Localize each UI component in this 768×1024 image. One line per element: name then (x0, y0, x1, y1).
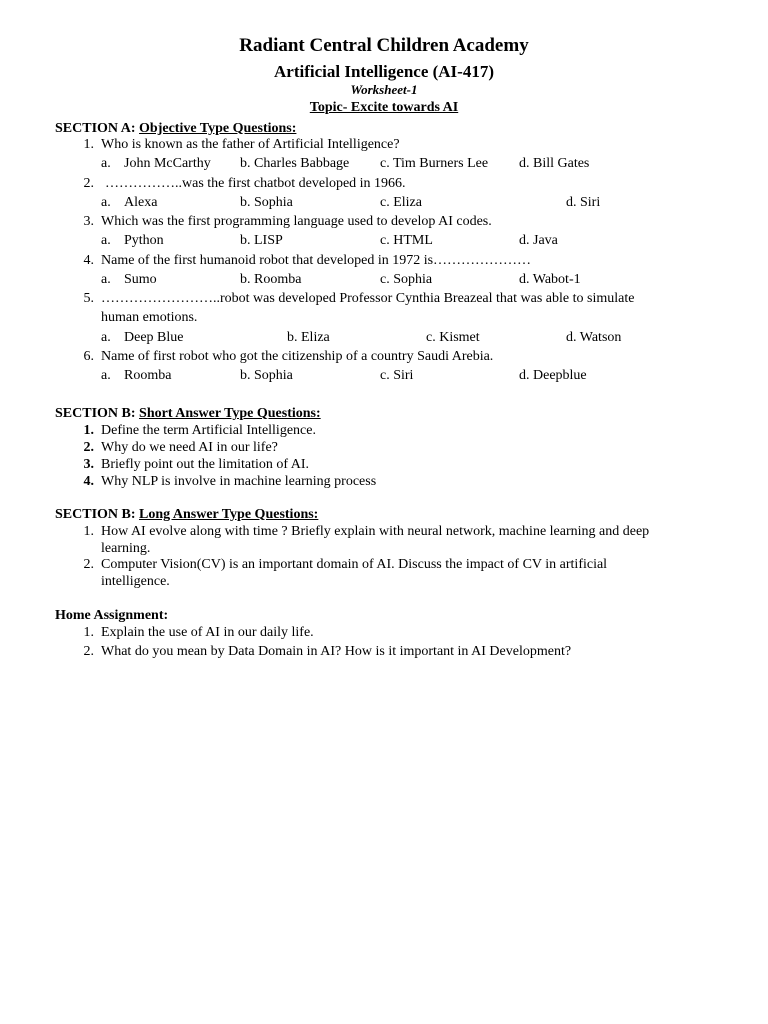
question-number: 2. (83, 557, 94, 572)
question-text-continued: human emotions. (101, 310, 198, 325)
question-number: 3. (83, 214, 94, 229)
topic-title: Topic- Excite towards AI (309, 100, 459, 115)
option-a: Deep Blue (124, 330, 184, 345)
question-number: 4. (83, 253, 94, 268)
question-text: Name of the first humanoid robot that developed in 1972 is………………… (101, 253, 532, 268)
option-c: c. Sophia (380, 272, 433, 287)
worksheet-label: Worksheet-1 (350, 82, 418, 97)
section-b-long-heading (55, 507, 318, 523)
option-a: Python (124, 233, 164, 248)
question-number: 2. (83, 644, 94, 659)
option-d: d. Deepblue (519, 368, 587, 383)
option-d: d. Siri (566, 195, 601, 210)
option-marker: a. (101, 272, 111, 287)
section-b-short-heading (55, 406, 321, 422)
option-marker: a. (101, 330, 111, 345)
option-d: d. Wabot-1 (519, 272, 581, 287)
option-c: c. Kismet (426, 330, 480, 345)
section-b-long-label: SECTION B: (55, 507, 140, 522)
question-text-continued: learning. (101, 541, 151, 556)
option-c: c. Tim Burners Lee (380, 156, 489, 171)
option-a: Sumo (124, 272, 157, 287)
subject-title: Artificial Intelligence (AI-417) (274, 62, 494, 81)
question-number: 5. (83, 291, 94, 306)
option-marker: a. (101, 233, 111, 248)
question-number: 1. (83, 625, 94, 640)
section-b-short-label: SECTION B: (55, 406, 140, 421)
question-text: Define the term Artificial Intelligence. (101, 423, 316, 438)
option-c: c. Siri (380, 368, 414, 383)
question-text: Briefly point out the limitation of AI. (101, 457, 310, 472)
option-a: Roomba (124, 368, 172, 383)
question-text: Explain the use of AI in our daily life. (101, 625, 314, 640)
home-assignment-heading: Home Assignment: (55, 608, 169, 623)
option-d: d. Bill Gates (519, 156, 590, 171)
option-b: b. Sophia (240, 368, 293, 383)
school-name: Radiant Central Children Academy (239, 35, 529, 56)
question-number: 3. (83, 457, 94, 472)
question-number: 1. (83, 524, 94, 539)
question-text: ……………………..robot was developed Professor Cynthia Breazeal that was able to simulate (101, 291, 635, 306)
question-number: 1. (83, 423, 94, 438)
option-marker: a. (101, 368, 111, 383)
section-a-heading (55, 121, 296, 137)
question-number: 1. (83, 137, 94, 152)
question-text: Name of first robot who got the citizenship of a country Saudi Arebia. (101, 349, 494, 364)
question-number: 4. (83, 474, 94, 489)
question-text: Who is known as the father of Artificial Intelligence? (101, 137, 400, 152)
section-b-long-title: Long Answer Type Questions: (139, 507, 319, 522)
option-c: c. HTML (380, 233, 433, 248)
question-text: Why NLP is involve in machine learning process (101, 474, 377, 489)
question-text-continued: intelligence. (101, 574, 170, 589)
option-b: b. Sophia (240, 195, 293, 210)
question-text: How AI evolve along with time ? Briefly explain with neural network, machine learning and deep (101, 524, 650, 539)
question-number: 2. (83, 440, 94, 455)
question-number: 2. (83, 176, 94, 191)
option-d: d. Watson (566, 330, 622, 345)
question-text: What do you mean by Data Domain in AI? How is it important in AI Development? (101, 644, 572, 659)
question-text: Why do we need AI in our life? (101, 440, 278, 455)
question-number: 6. (83, 349, 94, 364)
option-marker: a. (101, 156, 111, 171)
option-b: b. Eliza (287, 330, 330, 345)
question-text: Which was the first programming language used to develop AI codes. (101, 214, 492, 229)
section-a-label: SECTION A: (55, 121, 140, 136)
option-marker: a. (101, 195, 111, 210)
option-d: d. Java (519, 233, 558, 248)
question-text: Computer Vision(CV) is an important domain of AI. Discuss the impact of CV in artificial (101, 557, 608, 572)
option-c: c. Eliza (380, 195, 422, 210)
section-b-short-title: Short Answer Type Questions: (139, 406, 321, 421)
option-b: b. Roomba (240, 272, 302, 287)
option-b: b. Charles Babbage (240, 156, 350, 171)
option-b: b. LISP (240, 233, 283, 248)
option-a: Alexa (124, 195, 158, 210)
section-a-title: Objective Type Questions: (139, 121, 297, 136)
question-text: ……………..was the first chatbot developed in 1966. (105, 176, 406, 191)
option-a: John McCarthy (124, 156, 211, 171)
